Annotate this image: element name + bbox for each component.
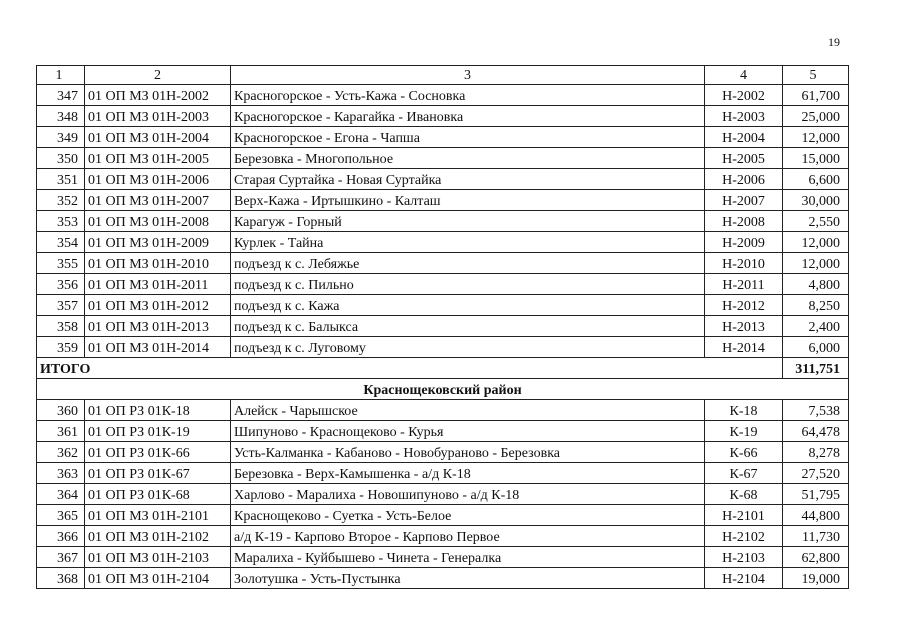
row-number: 353	[37, 211, 85, 232]
table-row	[37, 337, 849, 358]
table-row	[37, 274, 849, 295]
road-code: 01 ОП МЗ 01Н-2004	[85, 127, 231, 148]
row-number: 367	[37, 547, 85, 568]
road-index: К-18	[705, 400, 783, 421]
row-number: 356	[37, 274, 85, 295]
table-row	[37, 211, 849, 232]
road-name: Курлек - Тайна	[231, 232, 705, 253]
road-name: Краснощеково - Суетка - Усть-Белое	[231, 505, 705, 526]
road-code: 01 ОП МЗ 01Н-2101	[85, 505, 231, 526]
row-number: 349	[37, 127, 85, 148]
road-code: 01 ОП МЗ 01Н-2005	[85, 148, 231, 169]
table-row	[37, 295, 849, 316]
road-code: 01 ОП МЗ 01Н-2003	[85, 106, 231, 127]
header-col-3: 3	[231, 66, 705, 85]
road-code: 01 ОП МЗ 01Н-2102	[85, 526, 231, 547]
road-index: Н-2102	[705, 526, 783, 547]
road-name: Алейск - Чарышское	[231, 400, 705, 421]
road-length: 62,800	[783, 547, 849, 568]
table-row	[37, 190, 849, 211]
road-name: Березовка - Верх-Камышенка - а/д К-18	[231, 463, 705, 484]
road-length: 6,000	[783, 337, 849, 358]
header-row	[37, 66, 849, 85]
road-index: К-68	[705, 484, 783, 505]
table-row	[37, 85, 849, 106]
header-col-5: 5	[783, 66, 849, 85]
road-index: Н-2013	[705, 316, 783, 337]
road-name: Березовка - Многопольное	[231, 148, 705, 169]
road-length: 15,000	[783, 148, 849, 169]
table-row	[37, 547, 849, 568]
road-index: Н-2014	[705, 337, 783, 358]
road-code: 01 ОП МЗ 01Н-2014	[85, 337, 231, 358]
road-length: 7,538	[783, 400, 849, 421]
row-number: 368	[37, 568, 85, 589]
road-length: 25,000	[783, 106, 849, 127]
road-code: 01 ОП МЗ 01Н-2011	[85, 274, 231, 295]
row-number: 361	[37, 421, 85, 442]
road-name: Усть-Калманка - Кабаново - Новобураново - Березовка	[231, 442, 705, 463]
road-index: Н-2008	[705, 211, 783, 232]
total-value: 311,751	[783, 358, 849, 379]
total-label: ИТОГО	[37, 358, 783, 379]
road-code: 01 ОП МЗ 01Н-2006	[85, 169, 231, 190]
page-number: 19	[828, 35, 840, 49]
table-row	[37, 232, 849, 253]
road-index: Н-2101	[705, 505, 783, 526]
road-code: 01 ОП МЗ 01Н-2007	[85, 190, 231, 211]
road-name: подъезд к с. Балыкса	[231, 316, 705, 337]
road-name: Красногорское - Егона - Чапша	[231, 127, 705, 148]
section-row	[37, 379, 849, 400]
road-length: 27,520	[783, 463, 849, 484]
road-name: Верх-Кажа - Иртышкино - Калташ	[231, 190, 705, 211]
road-index: Н-2003	[705, 106, 783, 127]
road-index: Н-2103	[705, 547, 783, 568]
road-length: 61,700	[783, 85, 849, 106]
road-index: Н-2012	[705, 295, 783, 316]
row-number: 348	[37, 106, 85, 127]
road-code: 01 ОП МЗ 01Н-2103	[85, 547, 231, 568]
road-name: Карагуж - Горный	[231, 211, 705, 232]
road-name: а/д К-19 - Карпово Второе - Карпово Первое	[231, 526, 705, 547]
road-index: Н-2006	[705, 169, 783, 190]
road-name: Шипуново - Краснощеково - Курья	[231, 421, 705, 442]
road-index: Н-2010	[705, 253, 783, 274]
road-code: 01 ОП МЗ 01Н-2008	[85, 211, 231, 232]
road-name: подъезд к с. Кажа	[231, 295, 705, 316]
road-length: 44,800	[783, 505, 849, 526]
road-index: К-19	[705, 421, 783, 442]
road-index: К-67	[705, 463, 783, 484]
road-code: 01 ОП РЗ 01К-67	[85, 463, 231, 484]
header-col-2: 2	[85, 66, 231, 85]
road-code: 01 ОП РЗ 01К-66	[85, 442, 231, 463]
road-name: Золотушка - Усть-Пустынка	[231, 568, 705, 589]
table-row	[37, 169, 849, 190]
road-length: 2,400	[783, 316, 849, 337]
table-row	[37, 421, 849, 442]
road-name: Красногорское - Карагайка - Ивановка	[231, 106, 705, 127]
road-length: 12,000	[783, 253, 849, 274]
road-index: Н-2104	[705, 568, 783, 589]
table-row	[37, 400, 849, 421]
row-number: 364	[37, 484, 85, 505]
road-length: 19,000	[783, 568, 849, 589]
table-row	[37, 505, 849, 526]
row-number: 365	[37, 505, 85, 526]
road-length: 8,278	[783, 442, 849, 463]
table-row	[37, 526, 849, 547]
header-col-4: 4	[705, 66, 783, 85]
road-name: Харлово - Маралиха - Новошипуново - а/д К-18	[231, 484, 705, 505]
row-number: 352	[37, 190, 85, 211]
road-name: подъезд к с. Пильно	[231, 274, 705, 295]
road-index: Н-2011	[705, 274, 783, 295]
road-length: 11,730	[783, 526, 849, 547]
road-index: Н-2007	[705, 190, 783, 211]
road-code: 01 ОП МЗ 01Н-2012	[85, 295, 231, 316]
road-code: 01 ОП МЗ 01Н-2010	[85, 253, 231, 274]
table-row	[37, 484, 849, 505]
row-number: 363	[37, 463, 85, 484]
road-code: 01 ОП МЗ 01Н-2002	[85, 85, 231, 106]
road-name: Старая Суртайка - Новая Суртайка	[231, 169, 705, 190]
row-number: 351	[37, 169, 85, 190]
table-row	[37, 568, 849, 589]
row-number: 357	[37, 295, 85, 316]
road-name: подъезд к с. Луговому	[231, 337, 705, 358]
road-length: 30,000	[783, 190, 849, 211]
road-index: Н-2004	[705, 127, 783, 148]
table-row	[37, 463, 849, 484]
road-length: 12,000	[783, 232, 849, 253]
row-number: 354	[37, 232, 85, 253]
table-row	[37, 148, 849, 169]
road-index: Н-2009	[705, 232, 783, 253]
table-row	[37, 253, 849, 274]
row-number: 350	[37, 148, 85, 169]
table-row	[37, 127, 849, 148]
row-number: 362	[37, 442, 85, 463]
table-row	[37, 316, 849, 337]
row-number: 355	[37, 253, 85, 274]
total-row	[37, 358, 849, 379]
road-name: Красногорское - Усть-Кажа - Сосновка	[231, 85, 705, 106]
road-code: 01 ОП МЗ 01Н-2009	[85, 232, 231, 253]
row-number: 347	[37, 85, 85, 106]
table-row	[37, 106, 849, 127]
road-code: 01 ОП МЗ 01Н-2013	[85, 316, 231, 337]
table-body	[37, 66, 849, 589]
section-title: Краснощековский район	[37, 379, 849, 400]
table-row	[37, 442, 849, 463]
road-length: 4,800	[783, 274, 849, 295]
road-length: 51,795	[783, 484, 849, 505]
road-index: К-66	[705, 442, 783, 463]
row-number: 360	[37, 400, 85, 421]
row-number: 358	[37, 316, 85, 337]
row-number: 366	[37, 526, 85, 547]
road-name: подъезд к с. Лебяжье	[231, 253, 705, 274]
road-length: 8,250	[783, 295, 849, 316]
road-length: 2,550	[783, 211, 849, 232]
roads-table	[36, 65, 849, 589]
row-number: 359	[37, 337, 85, 358]
road-code: 01 ОП РЗ 01К-18	[85, 400, 231, 421]
road-length: 64,478	[783, 421, 849, 442]
road-length: 6,600	[783, 169, 849, 190]
road-code: 01 ОП РЗ 01К-68	[85, 484, 231, 505]
road-index: Н-2002	[705, 85, 783, 106]
road-code: 01 ОП МЗ 01Н-2104	[85, 568, 231, 589]
header-col-1: 1	[37, 66, 85, 85]
road-index: Н-2005	[705, 148, 783, 169]
road-code: 01 ОП РЗ 01К-19	[85, 421, 231, 442]
road-name: Маралиха - Куйбышево - Чинета - Генералка	[231, 547, 705, 568]
road-length: 12,000	[783, 127, 849, 148]
